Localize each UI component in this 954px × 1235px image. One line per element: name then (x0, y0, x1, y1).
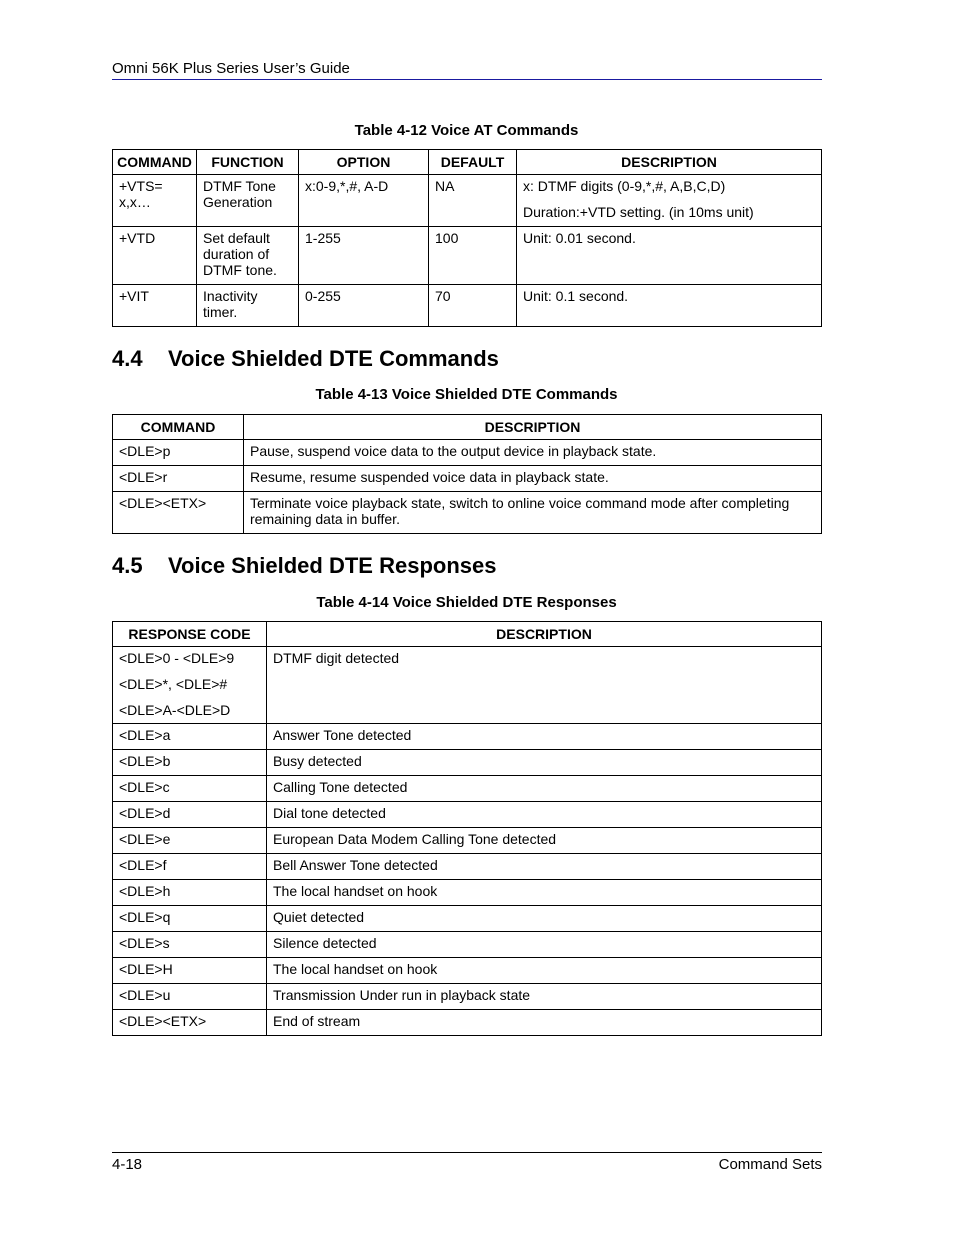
default-cell: 70 (429, 285, 517, 327)
description-cell: The local handset on hook (267, 958, 822, 984)
command-cell: <DLE><ETX> (113, 492, 244, 534)
function-cell: Set default duration of DTMF tone. (197, 227, 299, 285)
response-code-cell: <DLE>f (113, 854, 267, 880)
voice-shielded-dte-commands-table (112, 414, 822, 534)
description-cell: Silence detected (267, 932, 822, 958)
chapter-title: Command Sets (718, 1156, 822, 1173)
page-header (112, 60, 822, 80)
table-row (113, 984, 822, 1010)
section-number: 4.5 (112, 553, 143, 578)
description-line: Duration:+VTD setting. (in 10ms unit) (523, 204, 754, 220)
column-header: DESCRIPTION (267, 622, 822, 647)
description-cell: The local handset on hook (267, 880, 822, 906)
table-header-row (113, 622, 822, 647)
description-cell: Dial tone detected (267, 802, 822, 828)
description-line: Unit: 0.01 second. (523, 230, 636, 246)
function-cell: Inactivity timer. (197, 285, 299, 327)
command-cell: +VIT (113, 285, 197, 327)
description-cell: End of stream (267, 1010, 822, 1036)
table-row (113, 227, 822, 285)
description-cell: DTMF digit detected (267, 647, 822, 724)
option-cell: 0-255 (299, 285, 429, 327)
description-cell: Pause, suspend voice data to the output device in playback state. (244, 440, 822, 466)
option-cell: 1-255 (299, 227, 429, 285)
response-code-line: <DLE>0 - <DLE>9 (119, 650, 235, 666)
table-row (113, 906, 822, 932)
table-row (113, 647, 822, 724)
table-row (113, 724, 822, 750)
response-code-cell: <DLE>s (113, 932, 267, 958)
table-row (113, 1010, 822, 1036)
table-row (113, 854, 822, 880)
table-row (113, 492, 822, 534)
response-code-cell: <DLE>b (113, 750, 267, 776)
option-cell: x:0-9,*,#, A-D (299, 175, 429, 227)
description-cell: Answer Tone detected (267, 724, 822, 750)
column-header: COMMAND (113, 150, 197, 175)
page-footer (112, 1152, 822, 1173)
command-cell: <DLE>r (113, 466, 244, 492)
description-cell (517, 227, 822, 285)
description-cell: Busy detected (267, 750, 822, 776)
voice-shielded-dte-responses-table (112, 621, 822, 1036)
table-row (113, 776, 822, 802)
description-line: Unit: 0.1 second. (523, 288, 629, 304)
description-cell: Terminate voice playback state, switch to online voice command mode after completing remaining data in buffer. (244, 492, 822, 534)
section-heading-4-5 (112, 553, 496, 579)
response-code-line: <DLE>*, <DLE># (119, 676, 228, 692)
table-header-row (113, 150, 822, 175)
table-row (113, 750, 822, 776)
description-cell (517, 175, 822, 227)
column-header: DESCRIPTION (517, 150, 822, 175)
response-code-cell: <DLE>a (113, 724, 267, 750)
response-code-cell: <DLE><ETX> (113, 1010, 267, 1036)
response-code-line: <DLE>A-<DLE>D (119, 702, 231, 718)
description-cell (517, 285, 822, 327)
column-header: OPTION (299, 150, 429, 175)
section-title: Voice Shielded DTE Commands (168, 346, 499, 371)
page-number: 4-18 (112, 1156, 143, 1173)
table-row (113, 802, 822, 828)
table-row (113, 958, 822, 984)
column-header: DEFAULT (429, 150, 517, 175)
description-cell: Quiet detected (267, 906, 822, 932)
description-line: x: DTMF digits (0-9,*,#, A,B,C,D) (523, 178, 726, 194)
command-cell: +VTS= x,x… (113, 175, 197, 227)
column-header: DESCRIPTION (244, 415, 822, 440)
table-row (113, 880, 822, 906)
table-4-12-caption: Table 4-12 Voice AT Commands (354, 122, 579, 139)
description-cell: Resume, resume suspended voice data in playback state. (244, 466, 822, 492)
response-code-cell: <DLE>c (113, 776, 267, 802)
command-cell: <DLE>p (113, 440, 244, 466)
column-header: COMMAND (113, 415, 244, 440)
column-header: RESPONSE CODE (113, 622, 267, 647)
table-header-row (113, 415, 822, 440)
response-code-cell: <DLE>h (113, 880, 267, 906)
response-code-cell (113, 647, 267, 724)
table-row (113, 440, 822, 466)
command-cell: +VTD (113, 227, 197, 285)
response-code-cell: <DLE>d (113, 802, 267, 828)
response-code-cell: <DLE>q (113, 906, 267, 932)
document-title: Omni 56K Plus Series User’s Guide (112, 60, 350, 77)
table-4-13-caption: Table 4-13 Voice Shielded DTE Commands (315, 386, 618, 403)
response-code-cell: <DLE>H (113, 958, 267, 984)
voice-at-commands-table (112, 149, 822, 327)
description-cell: Bell Answer Tone detected (267, 854, 822, 880)
default-cell: NA (429, 175, 517, 227)
table-row (113, 285, 822, 327)
table-row (113, 175, 822, 227)
function-cell: DTMF Tone Generation (197, 175, 299, 227)
response-code-cell: <DLE>e (113, 828, 267, 854)
table-row (113, 828, 822, 854)
column-header: FUNCTION (197, 150, 299, 175)
default-cell: 100 (429, 227, 517, 285)
description-cell: Calling Tone detected (267, 776, 822, 802)
description-cell: Transmission Under run in playback state (267, 984, 822, 1010)
table-4-14-caption: Table 4-14 Voice Shielded DTE Responses (316, 594, 617, 611)
table-row (113, 932, 822, 958)
response-code-cell: <DLE>u (113, 984, 267, 1010)
section-number: 4.4 (112, 346, 143, 371)
section-title: Voice Shielded DTE Responses (168, 553, 497, 578)
section-heading-4-4 (112, 346, 499, 372)
table-row (113, 466, 822, 492)
description-cell: European Data Modem Calling Tone detected (267, 828, 822, 854)
